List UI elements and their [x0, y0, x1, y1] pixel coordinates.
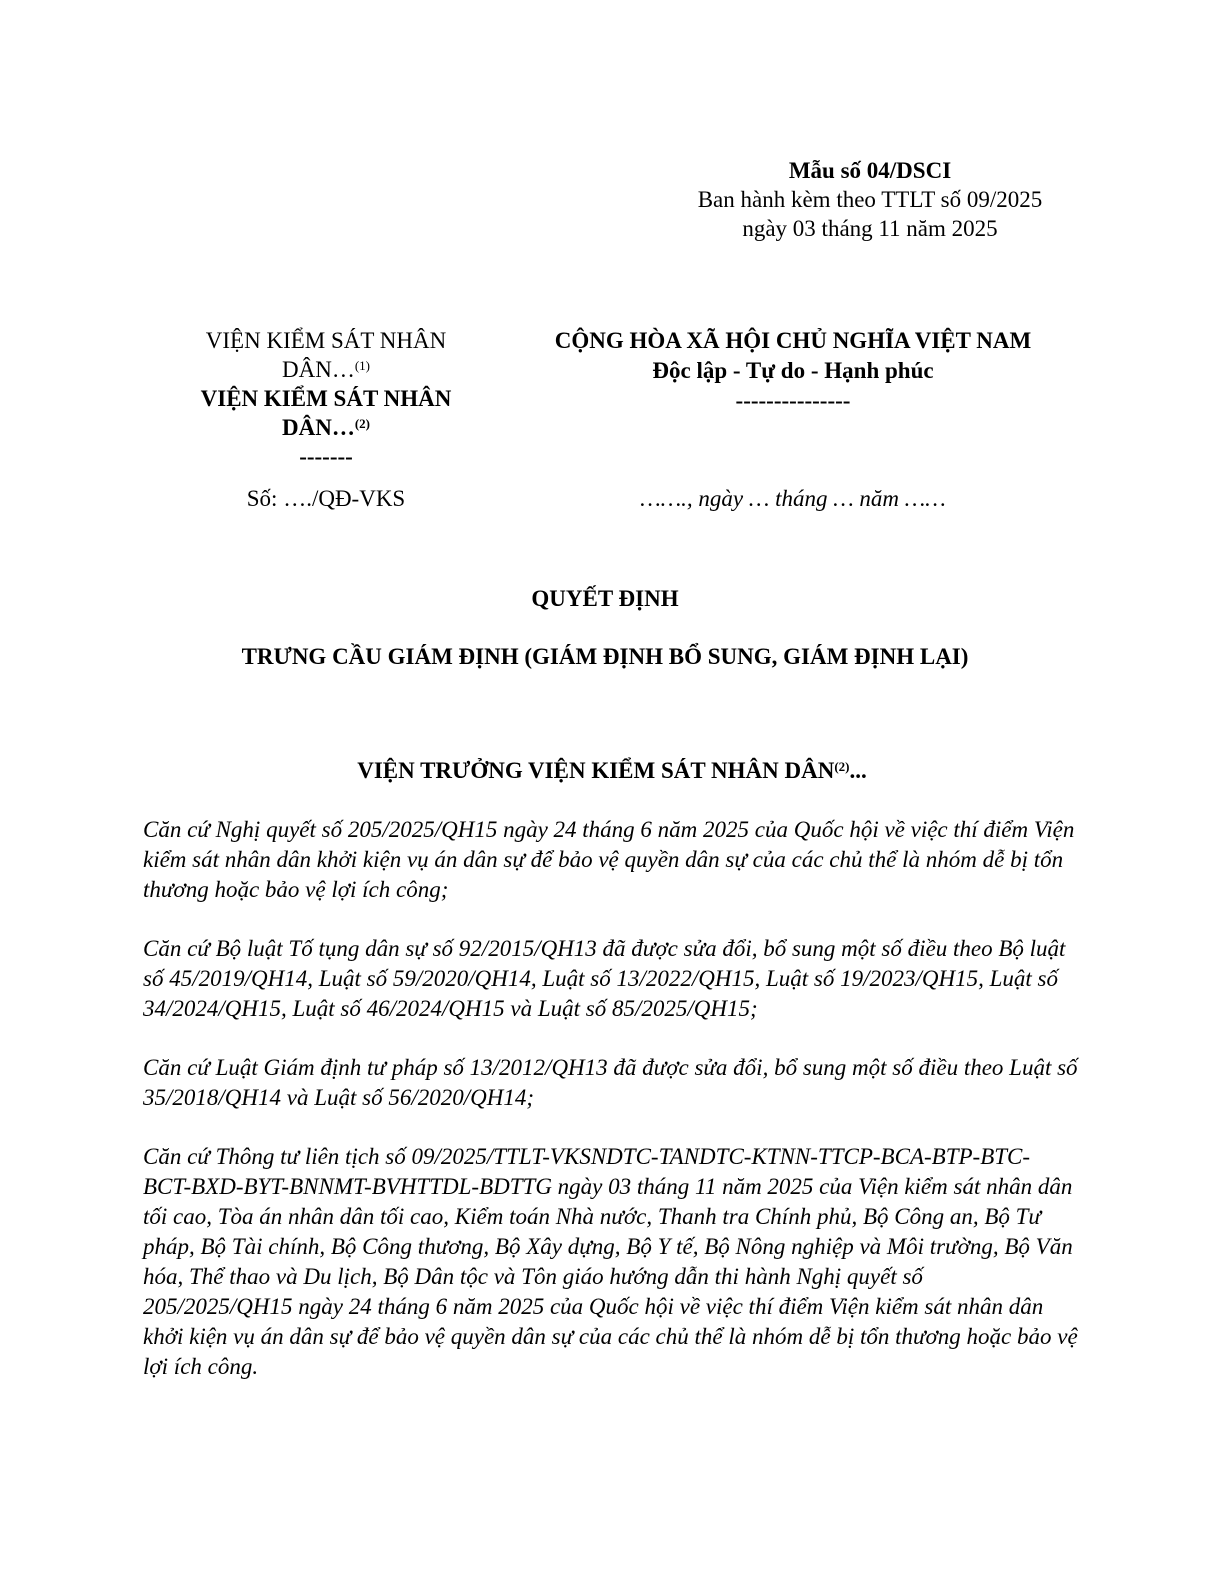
- document-subtitle: TRƯNG CẦU GIÁM ĐỊNH (GIÁM ĐỊNH BỔ SUNG, GIÁM ĐỊNH LẠI): [241, 644, 969, 669]
- issuing-agency-line2: DÂN…$^{(2)}$: [281, 415, 370, 440]
- footnote-marker-2b: (2): [834, 759, 850, 774]
- agency-header: [168, 326, 484, 471]
- form-reference: [650, 156, 1090, 243]
- parent-agency-line1: VIỆN KIỂM SÁT NHÂN: [205, 328, 447, 353]
- form-issued-date: ngày 03 tháng 11 năm 2025: [742, 216, 998, 241]
- national-motto: Độc lập - Tự do - Hạnh phúc: [652, 358, 934, 383]
- legal-basis-paragraph: Căn cứ Bộ luật Tố tụng dân sự số 92/2015/QH13 đã được sửa đổi, bổ sung một số điều theo Bộ luật số 45/2019/QH14, Luật số 59/2020/QH14, Luật số 13/2022/QH15, Luật số 19/2023/QH15, Luật số 34/2024/QH15, Luật số 46/2024/QH15 và Luật số 85/2025/QH15;: [143, 936, 1066, 1021]
- country-name: CỘNG HÒA XÃ HỘI CHỦ NGHĨA VIỆT NAM: [554, 328, 1032, 353]
- legal-basis: [143, 815, 1078, 1411]
- footnote-marker-2: (2): [354, 416, 370, 431]
- legal-basis-paragraph: Căn cứ Thông tư liên tịch số 09/2025/TTLT-VKSNDTC-TANDTC-KTNN-TTCP-BCA-BTP-BTC-BCT-BXD-BYT-BNNMT-BVHTTDL-BDTTG ngày 03 tháng 11 năm 2025 của Viện kiểm sát nhân dân tối cao, Tòa án nhân dân tối cao, Kiểm toán Nhà nước, Thanh tra Chính phủ, Bộ Công an, Bộ Tư pháp, Bộ Tài chính, Bộ Công thương, Bộ Xây dựng, Bộ Y tế, Bộ Nông nghiệp và Môi trường, Bộ Văn hóa, Thể thao và Du lịch, Bộ Dân tộc và Tôn giáo hướng dẫn thi hành Nghị quyết số 205/2025/QH15 ngày 24 tháng 6 năm 2025 của Quốc hội về việc thí điểm Viện kiểm sát nhân dân khởi kiện vụ án dân sự để bảo vệ quyền dân sự của các chủ thể là nhóm dễ bị tổn thương hoặc bảo vệ lợi ích công.: [143, 1144, 1078, 1379]
- place-date-line: ……., ngày … tháng … năm ……: [640, 486, 946, 511]
- issuing-agency-line1: VIỆN KIỂM SÁT NHÂN: [200, 386, 452, 411]
- national-header: [508, 326, 1078, 416]
- legal-basis-paragraph: Căn cứ Nghị quyết số 205/2025/QH15 ngày 24 tháng 6 năm 2025 của Quốc hội về việc thí điểm Viện kiểm sát nhân dân khởi kiện vụ án dân sự để bảo vệ quyền dân sự của các chủ thể là nhóm dễ bị tổn thương hoặc bảo vệ lợi ích công;: [143, 817, 1075, 902]
- motto-divider: ---------------: [735, 388, 851, 413]
- parent-agency-line2: DÂN…$^{(1)}$: [281, 357, 370, 382]
- document-number: Số: …./QĐ-VKS: [246, 486, 406, 511]
- form-issued-with: Ban hành kèm theo TTLT số 09/2025: [697, 187, 1043, 212]
- agency-divider: -------: [299, 444, 353, 469]
- issuing-authority: VIỆN TRƯỞNG VIỆN KIỂM SÁT NHÂN DÂN$^{(2)}$...: [357, 758, 867, 783]
- legal-basis-paragraph: Căn cứ Luật Giám định tư pháp số 13/2012/QH13 đã được sửa đổi, bổ sung một số điều theo Luật số 35/2018/QH14 và Luật số 56/2020/QH14;: [143, 1055, 1078, 1110]
- footnote-marker-1: (1): [354, 358, 370, 373]
- document-title: QUYẾT ĐỊNH: [531, 586, 679, 611]
- form-code: Mẫu số 04/DSCI: [788, 158, 952, 183]
